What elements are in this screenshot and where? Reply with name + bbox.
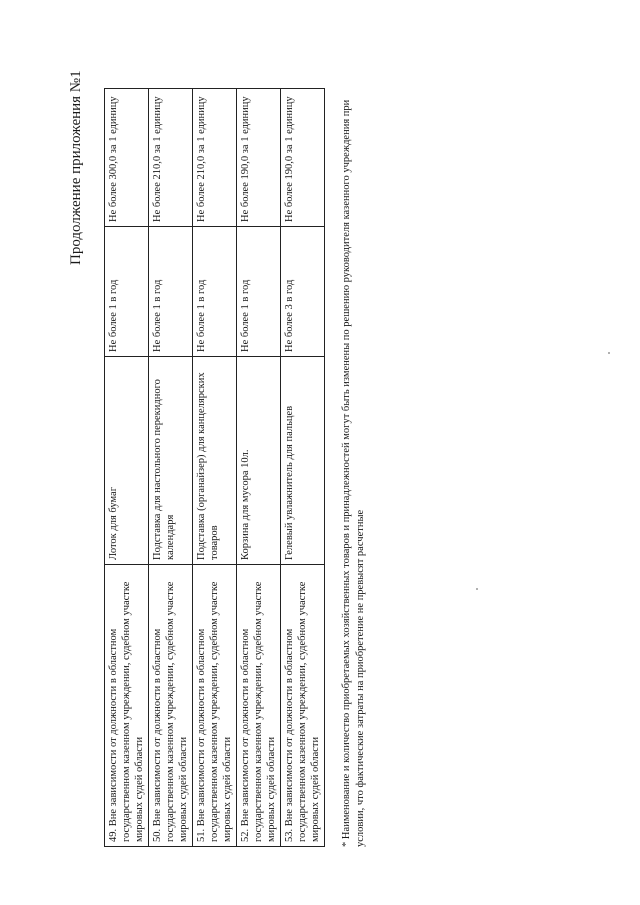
item-cell: Гелевый увлажнитель для пальцев	[281, 357, 325, 565]
quantity-cell: Не более 1 в год	[193, 227, 237, 357]
position-cell: 49. Вне зависимости от должности в областном государственном казенном учреждении, судебном участке мировых судей области	[105, 565, 149, 847]
scan-speck	[608, 352, 610, 354]
price-cell: Не более 300,0 за 1 единицу	[105, 89, 149, 227]
quantity-cell: Не более 1 в год	[149, 227, 193, 357]
price-cell: Не более 190,0 за 1 единицу	[281, 89, 325, 227]
position-cell: 51. Вне зависимости от должности в областном государственном казенном учреждении, судебном участке мировых судей области	[193, 565, 237, 847]
table-row	[105, 89, 149, 847]
quantity-cell: Не более 1 в год	[237, 227, 281, 357]
table-row	[281, 89, 325, 847]
quantity-cell: Не более 1 в год	[105, 227, 149, 357]
item-cell: Корзина для мусора 10л.	[237, 357, 281, 565]
item-cell: Подставка для настольного перекидного календаря	[149, 357, 193, 565]
footnote: * Наименование и количество приобретаемых хозяйственных товаров и принадлежностей могут быть изменены по решению руководителя казенного учреждения при условии, что фактические затраты на приобретение не превысят расчетные	[341, 99, 366, 847]
quantity-cell: Не более 3 в год	[281, 227, 325, 357]
price-cell: Не более 210,0 за 1 единицу	[193, 89, 237, 227]
supplies-table	[104, 88, 325, 847]
table-row	[149, 89, 193, 847]
position-cell: 50. Вне зависимости от должности в областном государственном казенном учреждении, судебном участке мировых судей области	[149, 565, 193, 847]
table-row	[193, 89, 237, 847]
position-cell: 53. Вне зависимости от должности в областном государственном казенном учреждении, судебном участке мировых судей области	[281, 565, 325, 847]
page-heading: Продолжение приложения №1	[68, 70, 84, 265]
price-cell: Не более 190,0 за 1 единицу	[237, 89, 281, 227]
item-cell: Подставка (органайзер) для канцелярских товаров	[193, 357, 237, 565]
price-cell: Не более 210,0 за 1 единицу	[149, 89, 193, 227]
table-row	[237, 89, 281, 847]
item-cell: Лоток для бумаг	[105, 357, 149, 565]
scan-speck	[476, 588, 478, 590]
position-cell: 52. Вне зависимости от должности в областном государственном казенном учреждении, судебном участке мировых судей области	[237, 565, 281, 847]
